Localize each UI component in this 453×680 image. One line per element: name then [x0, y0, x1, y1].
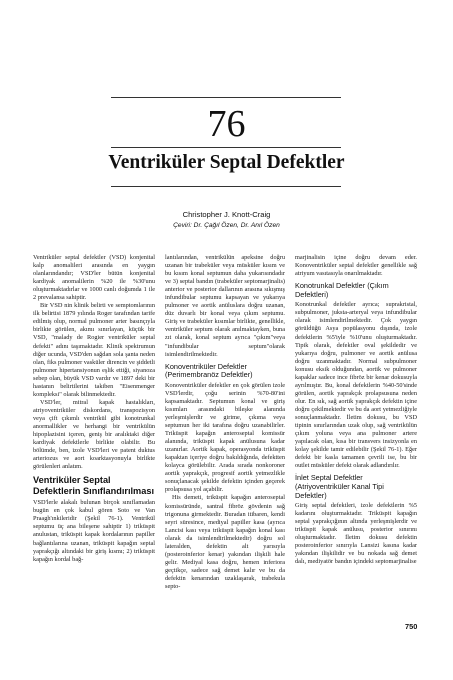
- subsection-heading: Konoventriküler Defektler (Perimembranöz Defektler): [165, 361, 253, 380]
- paragraph: lantılarından, ventrikülün apeksine doğru uzanan bir trabeküler veya müsküler kısım ve bu kısım konal septumun daha yukarısındadır ve 3) septal bandın (trabeküler septomarjinalis) anterior ve posterior dallarının arasına sıkışmış infundibular septumu kapsayan ve yukarıya pulmoner ve aortik anüluslara doğru uzanan, düz duvarlı bir konal veya çıkım septumu. Giriş ve trabeküler kısımlar birlikte, genellikle, ventriküler septum olarak anılmaktayken, buna zıt olarak, konal septum ayrıca "çıkım"veya "infundibular septum"olarak isimlendirilmektedir.: [165, 254, 285, 358]
- column-3: [295, 254, 417, 566]
- chapter-title: Ventriküler Septal Defektler: [108, 152, 345, 173]
- paragraph: marjinalisin içine doğru devam eder. Konoventriküler septal defektler genellikle sağ atriyum vasıtasıyla onarılmaktadır.: [295, 254, 417, 278]
- paragraph: VSD'ler, mitral kapak hastalıkları, atriyoventriküler diskordans, transpozisyon veya çift çıkımlı ventrikül gibi konotrunkal anormallikler ve herhangi bir ventrikülün hipoplazisini içeren, geniş bir aralıktaki diğer kardiyak defektlerle birlikte olabilir. Bu bölümde, ben, izole VSD'leri ve patent duktus arteriozus ve aort koarktasyonuyla birlikte görülenleri anlatım.: [33, 398, 155, 471]
- paragraph: Bir VSD nin klinik belirti ve semptomlarının ilk belirtisi 1879 yılında Roger tarafından tarife edilmiş olup, normal pulmoner arter basınçıyla birlikte görülen, akımı sınırlayan, küçük bir VSD, "malady de Rogier ventriküler septal defekti" adını taşımaktadır. Klinik spektrumun diğer ucunda, VSD'den sağdan sola şanta neden olan, fiks pulmoner vasküler direncin ve şiddetli pulmoner hipertansiyonun eşlik ettiği, siyanoza sebep olan, büyük VSD vardır ve 1897 deki bir hastanın belirtilerini takiben "Eisenmenger kompleksi" olarak bilinmektedir.: [33, 302, 155, 398]
- paragraph: VSD'lerle alakalı bulunan birçok sınıflamadan bugün en çok kabul gören Soto ve Van Praagh'ınkileridir (Şekil 76-1). Ventrikül septumu üç ana bileşene sahiptir 1) triküspit anulustan, triküspit kapak kordalarının papiller bağlantılarına uzanan, triküspit kapağın septal yaprakçığı altındaki bir giriş kısmı; 2) triküspit kapağın kordal bağ-: [33, 499, 155, 563]
- paragraph: His demeti, triküspit kapağın anteroseptal komissüründe, santral fibröz gövdenin sağ trigonuna girmektedir. Buradan itibaren, kendi seyri süresince, mediyal papiller kasa (ayrıca Lancisi kası veya triküspit kapağın konal kası olarak da isimlendirilmektedir) doğru sol lateralden, defektin alt yarısıyla (posteroinferior kenar) yakından ilişkili hale gelir. Mediyal kasa doğru, hemen inferiora geçtikçe, sadece sağ demet kalır ve bu da defektin kenarından uzaklaşarak, trabekula septo-: [165, 494, 285, 590]
- paragraph: Ventriküler septal defektler (VSD) konjenital kalp anomalileri arasında en yaygın olanlarındandır; VSD'ler bütün konjenital kardiyak anomalilerin %20 ile %30'unu oluşturmaktadırlar ve 1000 canlı doğumda 1 ile 2 prevalansa sahiptir.: [33, 254, 155, 302]
- page-number: 750: [405, 622, 418, 631]
- bottom-rule: [111, 186, 341, 187]
- top-rule: [111, 97, 341, 98]
- column-2: [165, 254, 285, 591]
- paragraph: Konotrunkal defektler ayrıca; suprakristal, subpulmoner, jukstа-arteryal veya infundibular olarak isimlendirilmektedir. Çok yaygın görüldüğü Asya popülasyonu dışında, izole defektlerin %5'iyle %10'unu oluşturmaktadır. Tipik olarak, defektler oval şekildedir ve yukarıya doğru, pulmoner ve aortik anülusa doğru uzanmaktadır. Normal subpulmoner konusu eksik olduğundan, aortik ve pulmoner kapaklar sadece ince fibröz bir kenar dokusuyla ayrılmıştır. Bu, konal defektlerin %40-50'sinde görülen, aortik yaprakçık prolapsusuna neden olur. En sık, sağ aortik yaprakçık defektin içine doğru çekilmektedir ve bu da aort yetmezliğiyle sonuçlanmaktadır. İletim dokusu, bu VSD tipinin sınırlarından uzak olup, sağ ventrikülün çıkım yoluna veya ana pulmoner artere yapılacak olan, kısa bir transvers insizyonla en kolay şekilde tamir edilebilir (Şekil 76-1). Eğer defekt bir kasla tamamen çevrili ise, bu bir outlet müsküler defekt olarak adlandırılır.: [295, 301, 417, 470]
- author: Christopher J. Knott-Craig: [182, 210, 271, 219]
- column-1: [33, 254, 155, 564]
- translators: Çeviri: Dr. Çağıl Özen, Dr. Anıl Özen: [173, 222, 280, 229]
- section-heading: Ventriküler Septal Defektlerin Sınıflandırılması: [33, 475, 155, 496]
- chapter-number: 76: [207, 103, 246, 145]
- paragraph: Giriş septal defektleri, izole defektlerin %5 kadarını oluşturmaktadır. Triküspit kapağın septal yaprakçığının altında yerleşmişlerdir ve triküspit kapak anülusu, posterior sınırını oluşturmaktadır. İletim dokusu defektin posteroinferior sınırıyla Lansizi kasına kadar yakından ilişkilidir ve bu nokada sağ demet dalı, mediyatör bandın içindeki septomarjinalise: [295, 502, 417, 566]
- subsection-heading: Konotrunkal Defektler (Çıkım Defektleri): [295, 281, 389, 299]
- subsection-heading: İnlet Septal Defektler (Atriyoventriküler Kanal Tipi Defektler): [295, 473, 384, 500]
- middle-rule: [111, 147, 341, 148]
- paragraph: Konoventriküler defektler en çok görülen izole VSD'lerdir, çoğu serinin %70-80'ini kapsamaktadır. Septumun konal ve giriş kısımları arasındaki bileşke alanında yerleşmişlerdir ve girime, çıkıma veya septumun her iki tarafına doğru uzanabilirler. Triküspit kapağın anteroseptal komissür alanında, triküspit kapak anülusuna kadar uzanırlar. Aortik kapak, operasyonda triküspit kapaktan içeriye doğru bakıldığında, defektten kolayca görülebilir. Arada sırada nonkoroner aortik yaprakçık, progresif aortik yetmezlikle sonuçlanacak şekilde defektin içinden geçerek prolapsusa yol açabilir.: [165, 381, 285, 494]
